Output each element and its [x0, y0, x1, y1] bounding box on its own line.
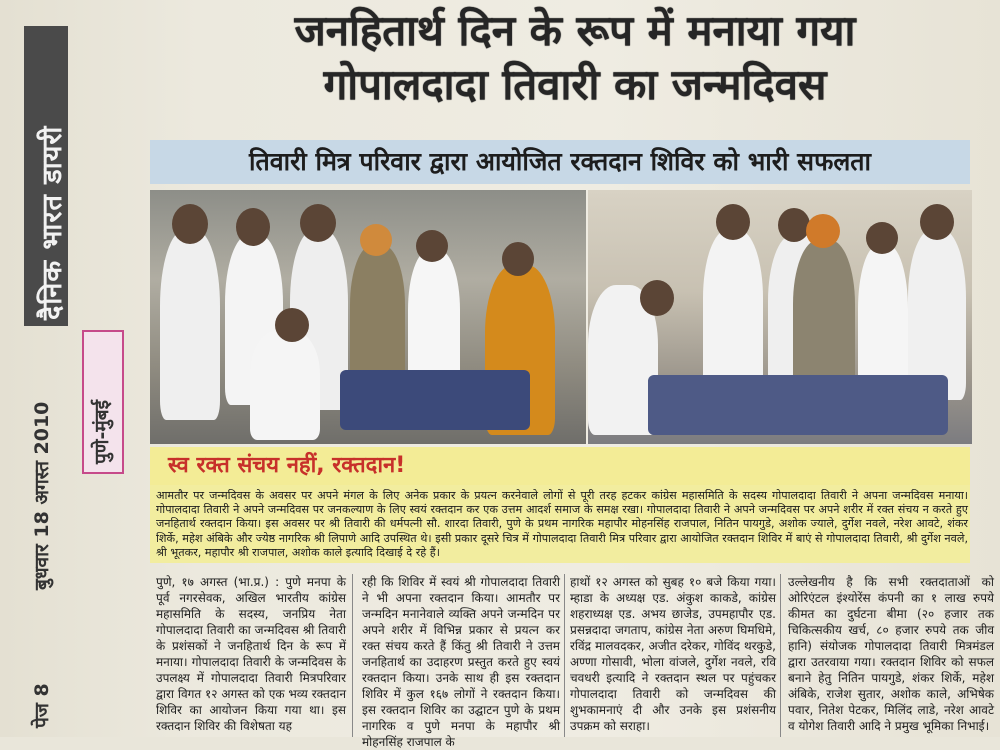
- intro-paragraph: आमतौर पर जन्मदिवस के अवसर पर अपने मंगल के लिए अनेक प्रकार के प्रयत्न करनेवाले लोगों से पूरी तरह हटकर कांग्रेस महासमिति के सदस्य गोपालदादा तिवारी ने अपना जन्मदिवस मनाया। गोपालदादा तिवारी ने अपने जन्मदिवस पर जनकल्याण के लिए स्वयं रक्तदान कर एक उत्तम आदर्श समाज के समक्ष रखा। गोपालदादा तिवारी ने अपने जन्मदिवस पर अपने शरीर में रक्त संचय न करते हुए जनहितार्थ रक्तदान किया। इस अवसर पर श्री तिवारी की धर्मपत्नी सौ. शारदा तिवारी, पुणे के प्रथम नागरिक महापौर मोहनसिंह राजपाल, नितिन पायगुडे, अशोक ज्याले, दुर्गेश नवले, नरेश आवटे, शंकर शिर्के, महेश अंबिके और ज्येष्ठ नागरिक श्री लिपाणे आदि उपस्थित थे। इसी प्रकार दूसरे चित्र में गोपालदादा तिवारी मित्र परिवार द्वारा आयोजित रक्तदान शिविर में बाएं से गोपालदादा तिवारी, श्री दुर्गेश नवले, श्री भूतकर, महापौर श्री राजपाल, अशोक काले इत्यादि दिखाई दे रहे हैं।: [156, 489, 968, 559]
- headline-line-2: गोपालदादा तिवारी का जन्मदिवस: [323, 60, 827, 109]
- column-divider: [352, 574, 353, 737]
- article-column-4: उल्लेखनीय है कि सभी रक्तदाताओं को ओरिएंटल इंश्योरेंस कंपनी का १ लाख रुपये कीमत का दुर्घटना बीमा (२० हजार तक चिकित्सकीय खर्च, ८० हजार रुपये तक जीव हानि) संयोजक गोपालदादा तिवारी मित्रमंडल द्वारा उतरवाया गया। रक्तदान शिविर को सफल बनाने हेतु नितिन पायगुडे, शंकर शिर्के, महेश अंबिके, राजेश सुतार, अशोक काले, अभिषेक पवार, नितेश पेटकर, मिलिंद लाडे, नरेश आवटे व योगेश तिवारी आदि ने प्रमुख भूमिका निभाई।: [788, 575, 994, 733]
- city-label: पुणे-मुंबई: [91, 400, 113, 464]
- person-head: [360, 224, 392, 256]
- person-head: [640, 280, 674, 316]
- person-head: [806, 214, 840, 248]
- subheadline: तिवारी मित्र परिवार द्वारा आयोजित रक्तदान शिविर को भारी सफलता: [150, 140, 970, 184]
- person-head: [920, 204, 954, 240]
- person-figure: [250, 330, 320, 440]
- column-divider: [780, 574, 781, 737]
- donation-bed: [340, 370, 530, 430]
- photo-caption: स्व रक्त संचय नहीं, रक्तदान!: [168, 453, 406, 478]
- newspaper-name: दैनिक भारत डायरी: [37, 125, 68, 320]
- person-head: [300, 204, 336, 242]
- person-head: [716, 204, 750, 240]
- page-number: पेज 8: [31, 683, 53, 728]
- article-column-2: रही कि शिविर में स्वयं श्री गोपालदादा तिवारी ने भी अपना रक्तदान किया। आमतौर पर जन्मदिन मनानेवाले व्यक्ति अपने जन्मदिन पर अपने शरीर में विभिन्न प्रकार से प्रयत्न कर रक्त संचय करते हैं किंतु श्री तिवारी ने उत्तम जनहितार्थ का उदाहरण प्रस्तुत करते हुए स्वयं रक्तदान किया। उनके साथ ही इस रक्तदान शिविर में कुल १६७ लोगों ने रक्तदान किया। इस रक्तदान शिविर का उद्घाटन पुणे के प्रथम नागरिक व पुणे मनपा के महापौर श्री मोहनसिंह राजपाल के: [362, 575, 560, 749]
- person-head: [416, 230, 448, 262]
- person-head: [172, 204, 208, 244]
- person-head: [236, 208, 270, 246]
- article-column-3: हाथों १२ अगस्त को सुबह १० बजे किया गया। म्हाडा के अध्यक्ष एड. अंकुश काकडे, कांग्रेस शहराध्यक्ष एड. अभय छाजेड, उपमहापौर एड. प्रसन्नदादा जगताप, कांग्रेस नेता अरुण घिमधिमे, रविंद्र मालवदकर, अजीत दरेकर, गोविंद थरकुडे, अण्णा गोसावी, भोला वांजले, दुर्गेश नवले, रवि चवधरी इत्यादि ने रक्तदान स्थल पर पहुंचकर गोपालदादा तिवारी को जन्मदिवस की शुभकामनाएं दी और उनके इस प्रशंसनीय उपक्रम को सराहा।: [570, 575, 776, 733]
- headline-line-1: जनहितार्थ दिन के रूप में मनाया गया: [294, 6, 856, 55]
- person-head: [275, 308, 309, 342]
- photo-blood-donation-camp-right: [588, 190, 972, 444]
- person-head: [866, 222, 898, 254]
- person-figure: [160, 230, 220, 420]
- person-head: [778, 208, 810, 242]
- article-column-1: पुणे, १७ अगस्त (भा.प्र.) : पुणे मनपा के पूर्व नगरसेवक, अखिल भारतीय कांग्रेस महासमिति के सदस्य, जनप्रिय नेता गोपालदादा तिवारी का जन्मदिवस श्री तिवारी के प्रशंसकों ने जनहितार्थ दिन के रूप में मनाया। गोपालदादा तिवारी के जन्मदिवस के उपलक्ष्य में गोपालदादा तिवारी मित्रपरिवार द्वारा विगत १२ अगस्त को एक भव्य रक्तदान शिविर का आयोजन किया गया था। इस रक्तदान शिविर की विशेषता यह: [156, 575, 347, 733]
- photo-blood-donation-camp-left: [150, 190, 586, 444]
- donation-bed: [648, 375, 948, 435]
- column-divider: [564, 574, 565, 737]
- person-head: [502, 242, 534, 276]
- issue-date: बुधवार 18 अगस्त 2010: [31, 401, 53, 590]
